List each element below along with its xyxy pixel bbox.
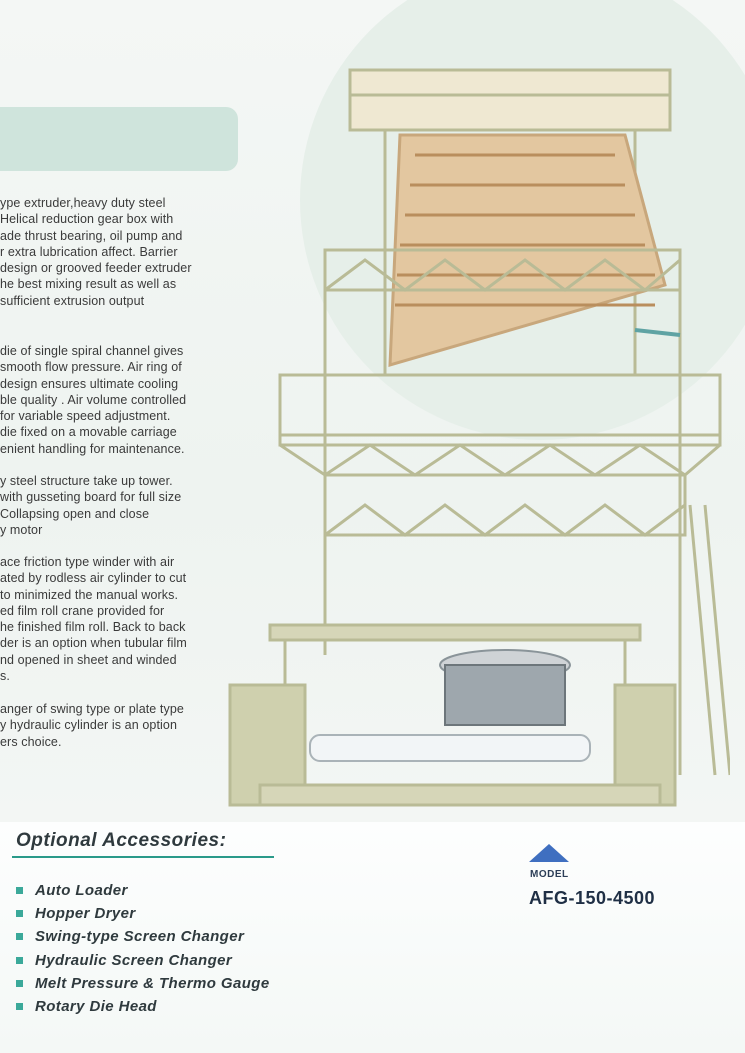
bullet-square-icon: [16, 957, 23, 964]
list-item: Auto Loader: [16, 879, 270, 902]
description-screen-changer: anger of swing type or plate type y hydraulic cylinder is an option ers choice.: [0, 702, 184, 749]
list-item: Melt Pressure & Thermo Gauge: [16, 972, 270, 995]
list-item: Rotary Die Head: [16, 995, 270, 1018]
bullet-square-icon: [16, 1003, 23, 1010]
bullet-square-icon: [16, 980, 23, 987]
model-number: AFG-150-4500: [529, 888, 656, 908]
bullet-square-icon: [16, 910, 23, 917]
model-label: MODEL: [530, 869, 569, 880]
description-tower: y steel structure take up tower. with gusseting board for full size Collapsing open and close y motor: [0, 474, 182, 537]
bullet-square-icon: [16, 933, 23, 940]
description-die-head: die of single spiral channel gives smooth flow pressure. Air ring of design ensures ultimate cooling ble quality . Air volume controlled for variable speed adjustment. die fixed on a movable carriage enient handling for maintenance.: [0, 344, 187, 456]
list-item: Hydraulic Screen Changer: [16, 949, 270, 972]
description-extruder: ype extruder,heavy duty steel Helical reduction gear box with ade thrust bearing, oil pump and r extra lubrication affect. Barrier design or grooved feeder extruder he best mixing result as well as sufficient extrusion output: [0, 196, 192, 308]
bullet-square-icon: [16, 887, 23, 894]
accessories-title: Optional Accessories:: [16, 830, 227, 851]
list-item: Hopper Dryer: [16, 902, 270, 925]
list-item: Swing-type Screen Changer: [16, 925, 270, 948]
model-triangle-icon: [528, 843, 570, 863]
accessories-list: [16, 879, 270, 1018]
description-winder: ace friction type winder with air ated by rodless air cylinder to cut to minimized the manual works. ed film roll crane provided for he finished film roll. Back to back der is an option when tubular film nd opened in sheet and winded s.: [0, 555, 187, 684]
blown-film-machine-illustration: [185, 35, 730, 820]
accessories-divider: [12, 856, 274, 858]
